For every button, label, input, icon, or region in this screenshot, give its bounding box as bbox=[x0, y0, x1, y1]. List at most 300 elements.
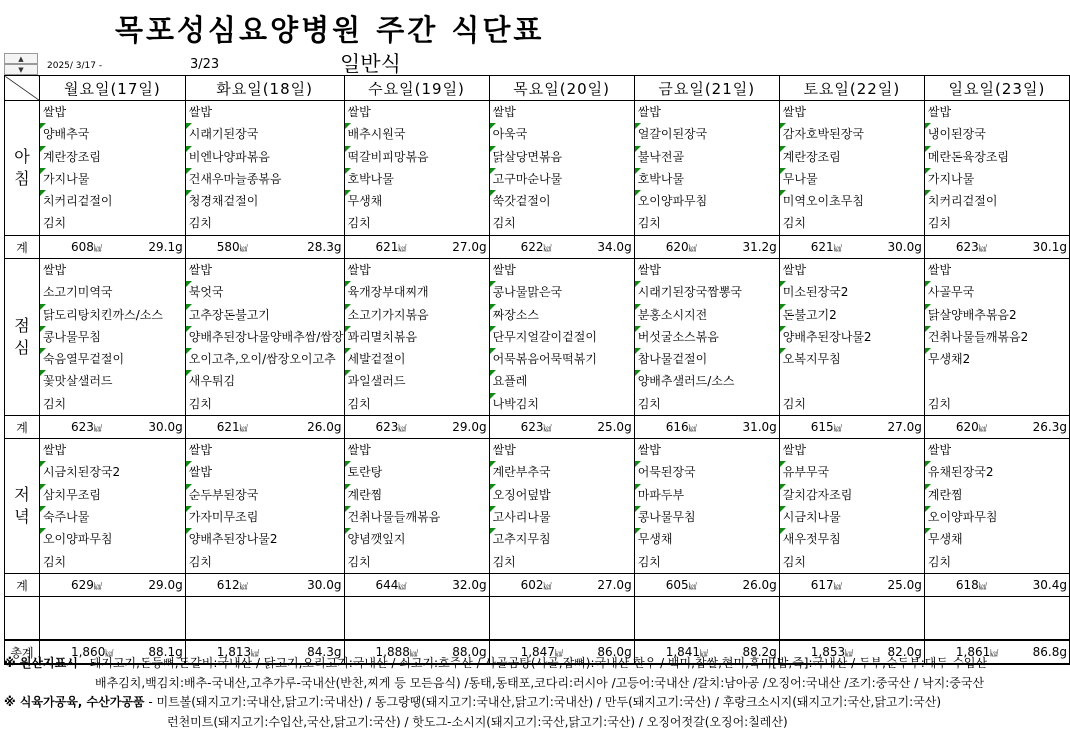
kcal-value bbox=[638, 240, 697, 254]
nutrition-values bbox=[925, 578, 1069, 592]
menu-item: 참나물겉절이 bbox=[635, 348, 779, 370]
nutrition-sum-cell bbox=[39, 416, 185, 439]
protein-grams: 88.2g bbox=[742, 645, 777, 660]
menu-item: 김치 bbox=[927, 396, 952, 411]
origin-notes-line-1 bbox=[4, 654, 987, 674]
menu-item: 감자호박된장국 bbox=[780, 123, 924, 145]
menu-item: 오이양파무침 bbox=[635, 190, 779, 212]
kcal-value bbox=[43, 420, 102, 434]
kcal-number: 620 bbox=[955, 420, 979, 435]
menu-item: 과일샐러드 bbox=[345, 370, 489, 392]
menu-item: 쌀밥 bbox=[637, 443, 661, 458]
nutrition-sum-cell bbox=[634, 574, 779, 597]
menu-item: 무생채2 bbox=[925, 348, 1069, 370]
kcal-unit: ㎉ bbox=[251, 649, 260, 659]
protein-grams: 28.3g bbox=[307, 240, 342, 254]
nutrition-sum-cell bbox=[924, 574, 1069, 597]
meal-name-cell bbox=[5, 101, 40, 236]
date-spinner-down-button[interactable] bbox=[4, 64, 38, 75]
menu-item: 무생채 bbox=[925, 528, 1069, 550]
menu-item: 시래기된장국 bbox=[186, 123, 344, 145]
protein-grams: 27.0g bbox=[597, 578, 632, 593]
nutrition-values bbox=[490, 420, 634, 434]
nutrition-sum-cell bbox=[185, 416, 344, 439]
nutrition-sum-cell bbox=[39, 574, 185, 597]
protein-grams: 88.0g bbox=[452, 645, 487, 660]
menu-item: 양배추국 bbox=[40, 123, 185, 145]
menu-item: 분홍소시지전 bbox=[635, 304, 779, 326]
kcal-number: 623 bbox=[955, 240, 979, 254]
menu-item: 호박나물 bbox=[635, 168, 779, 190]
kcal-number: 615 bbox=[810, 420, 834, 435]
menu-item: 가지나물 bbox=[925, 168, 1069, 190]
kcal-number: 644 bbox=[375, 578, 399, 593]
menu-item: 계란찜 bbox=[345, 484, 489, 506]
protein-grams: 84.3g bbox=[307, 645, 342, 660]
nutrition-values bbox=[40, 578, 185, 592]
meal-menu-cell bbox=[634, 101, 779, 236]
origin-label: ※ 원산지표시 bbox=[4, 656, 78, 670]
protein-grams: 25.0g bbox=[887, 578, 922, 593]
meal-row bbox=[5, 101, 1070, 236]
menu-item: 계란찜 bbox=[925, 484, 1069, 506]
protein-grams: 30.0g bbox=[307, 578, 342, 593]
menu-item: 순두부된장국 bbox=[186, 484, 344, 506]
kcal-number: 623 bbox=[375, 420, 399, 435]
menu-item: 건취나물들깨볶음2 bbox=[925, 326, 1069, 348]
kcal-number: 1,847 bbox=[520, 645, 555, 660]
menu-item: 시금치된장국2 bbox=[40, 461, 185, 483]
kcal-unit: ㎉ bbox=[700, 649, 709, 659]
menu-item: 쌀밥 bbox=[347, 263, 371, 277]
kcal-unit: ㎉ bbox=[105, 649, 114, 659]
meal-sum-row bbox=[5, 416, 1070, 439]
kcal-number: 612 bbox=[216, 578, 240, 593]
nutrition-values bbox=[780, 240, 924, 254]
kcal-unit: ㎉ bbox=[554, 649, 563, 659]
protein-grams: 82.0g bbox=[887, 645, 922, 660]
meal-menu-cell bbox=[634, 259, 779, 416]
nutrition-sum-cell bbox=[489, 236, 634, 259]
protein-grams: 29.1g bbox=[148, 240, 183, 254]
kcal-unit: ㎉ bbox=[978, 244, 987, 253]
protein-grams: 26.0g bbox=[742, 578, 777, 593]
processed-label: ※ 식육가공육, 수산가공품 bbox=[4, 695, 145, 709]
menu-item: 쌀밥 bbox=[492, 263, 516, 277]
day-header: 월요일(17일) bbox=[39, 76, 185, 101]
meal-menu-cell bbox=[634, 439, 779, 574]
menu-item: 치커리겉절이 bbox=[925, 190, 1069, 212]
menu-item: 김치 bbox=[42, 554, 67, 569]
day-header: 목요일(20일) bbox=[489, 76, 634, 101]
menu-item: 돈불고기2 bbox=[780, 304, 924, 326]
arrow-up-icon: ▲ bbox=[18, 55, 24, 63]
menu-item: 토란탕 bbox=[345, 461, 489, 483]
kcal-number: 1,888 bbox=[375, 645, 410, 660]
kcal-number: 1,853 bbox=[810, 645, 846, 660]
meal-menu-cell bbox=[779, 101, 924, 236]
protein-grams: 86.0g bbox=[597, 645, 632, 660]
menu-item: 양배추된장나물2 bbox=[186, 528, 344, 550]
kcal-number: 618 bbox=[955, 578, 979, 593]
kcal-unit: ㎉ bbox=[543, 244, 552, 253]
menu-item: 아욱국 bbox=[490, 123, 634, 145]
protein-grams: 30.4g bbox=[1032, 578, 1067, 593]
protein-grams: 31.2g bbox=[742, 240, 777, 254]
menu-item: 김치 bbox=[42, 216, 67, 231]
protein-grams: 30.1g bbox=[1032, 240, 1067, 254]
menu-item: 닭살당면볶음 bbox=[490, 146, 634, 168]
kcal-number: 621 bbox=[810, 240, 834, 254]
menu-item: 시금치나물 bbox=[780, 506, 924, 528]
kcal-unit: ㎉ bbox=[409, 649, 418, 659]
protein-grams: 30.0g bbox=[148, 420, 183, 435]
protein-grams: 27.0g bbox=[887, 420, 922, 435]
menu-item: 치커리겉절이 bbox=[40, 190, 185, 212]
kcal-unit: ㎉ bbox=[239, 424, 248, 434]
menu-item: 김치 bbox=[492, 216, 516, 231]
nutrition-sum-cell bbox=[185, 236, 344, 259]
menu-item: 숙음열무겉절이 bbox=[40, 348, 185, 370]
menu-item: 김치 bbox=[347, 216, 371, 231]
date-range-end: 3/23 bbox=[190, 57, 220, 72]
kcal-unit: ㎉ bbox=[93, 244, 102, 253]
menu-item: 쌀밥 bbox=[782, 105, 806, 119]
menu-item: 김치 bbox=[637, 396, 661, 411]
kcal-number: 621 bbox=[375, 240, 399, 254]
menu-item bbox=[780, 370, 924, 392]
kcal-value bbox=[783, 578, 842, 592]
kcal-number: 622 bbox=[520, 240, 544, 254]
menu-item: 오이양파무침 bbox=[925, 506, 1069, 528]
kcal-value bbox=[928, 578, 987, 592]
menu-item: 오이양파무침 bbox=[40, 528, 185, 550]
nutrition-values bbox=[40, 420, 185, 434]
kcal-value bbox=[189, 578, 248, 592]
meal-menu-cell bbox=[779, 259, 924, 416]
day-header-row bbox=[5, 76, 1070, 101]
kcal-number: 617 bbox=[810, 578, 834, 593]
protein-grams: 88.1g bbox=[148, 645, 183, 660]
menu-item: 김치 bbox=[188, 216, 212, 231]
kcal-value bbox=[189, 240, 248, 254]
nutrition-values bbox=[925, 420, 1069, 434]
meal-menu-cell bbox=[489, 259, 634, 416]
nutrition-sum-cell bbox=[924, 416, 1069, 439]
empty-cell bbox=[779, 597, 924, 641]
menu-item: 고사리나물 bbox=[490, 506, 634, 528]
protein-grams: 31.0g bbox=[742, 420, 777, 435]
kcal-number: 608 bbox=[70, 240, 94, 254]
menu-item: 꽈리멸치볶음 bbox=[345, 326, 489, 348]
kcal-value bbox=[348, 240, 407, 254]
meal-menu-cell bbox=[924, 101, 1069, 236]
meal-menu-cell bbox=[185, 259, 344, 416]
menu-item: 쌀밥 bbox=[188, 263, 212, 277]
meal-menu-cell bbox=[39, 259, 185, 416]
menu-item: 가지나물 bbox=[40, 168, 185, 190]
protein-grams: 34.0g bbox=[597, 240, 632, 254]
protein-grams: 25.0g bbox=[597, 420, 632, 435]
menu-item: 삼치무조림 bbox=[40, 484, 185, 506]
meal-name-line: 심 bbox=[14, 338, 30, 358]
nutrition-values bbox=[490, 240, 634, 254]
total-label: 총계 bbox=[5, 640, 40, 664]
menu-item: 배추시원국 bbox=[345, 123, 489, 145]
meal-menu-cell bbox=[39, 101, 185, 236]
menu-item: 쌀밥 bbox=[637, 105, 661, 119]
menu-item: 메란돈육장조림 bbox=[925, 146, 1069, 168]
nutrition-sum-cell bbox=[489, 416, 634, 439]
menu-item: 쌀밥 bbox=[347, 105, 371, 119]
meal-menu-cell bbox=[924, 259, 1069, 416]
menu-item: 양배추샐러드/소스 bbox=[635, 370, 779, 392]
menu-item: 쌀밥 bbox=[347, 443, 371, 458]
menu-item: 세발겉절이 bbox=[345, 348, 489, 370]
menu-item: 고구마순나물 bbox=[490, 168, 634, 190]
kcal-number: 620 bbox=[665, 240, 689, 254]
menu-item: 호박나물 bbox=[345, 168, 489, 190]
menu-item: 양배추된장나물양배추쌈/쌈장 bbox=[186, 326, 344, 348]
day-header: 수요일(19일) bbox=[344, 76, 489, 101]
kcal-unit: ㎉ bbox=[239, 582, 248, 592]
meal-sum-row bbox=[5, 574, 1070, 597]
sum-label: 계 bbox=[5, 416, 40, 439]
kcal-value bbox=[348, 578, 407, 592]
kcal-value bbox=[783, 420, 842, 434]
kcal-value bbox=[493, 420, 552, 434]
menu-item: 쌀밥 bbox=[492, 443, 516, 458]
kcal-unit: ㎉ bbox=[833, 244, 842, 253]
page-title: 목포성심요양병원 주간 식단표 bbox=[115, 13, 545, 47]
kcal-number: 1,813 bbox=[216, 645, 252, 660]
kcal-number: 623 bbox=[520, 420, 544, 435]
menu-item: 숙주나물 bbox=[40, 506, 185, 528]
meal-row bbox=[5, 439, 1070, 574]
menu-item: 버섯굴소스볶음 bbox=[635, 326, 779, 348]
protein-grams: 26.3g bbox=[1032, 420, 1067, 435]
kcal-unit: ㎉ bbox=[398, 424, 407, 434]
menu-item: 쌀밥 bbox=[188, 443, 212, 458]
meal-menu-cell bbox=[779, 439, 924, 574]
kcal-value bbox=[189, 420, 248, 434]
menu-item: 무생채 bbox=[635, 528, 779, 550]
menu-item: 새우튀김 bbox=[186, 370, 344, 392]
menu-item: 어묵된장국 bbox=[635, 461, 779, 483]
date-spinner-up-button[interactable] bbox=[4, 53, 38, 64]
kcal-value bbox=[638, 420, 697, 434]
menu-item: 짜장소스 bbox=[490, 304, 634, 326]
menu-item: 단무지얼갈이겉절이 bbox=[490, 326, 634, 348]
menu-item: 쌀밥 bbox=[42, 443, 67, 458]
empty-row bbox=[5, 597, 1070, 641]
menu-item: 쑥갓겉절이 bbox=[490, 190, 634, 212]
nutrition-values bbox=[490, 578, 634, 592]
kcal-value bbox=[43, 578, 102, 592]
menu-item: 양념깻잎지 bbox=[345, 528, 489, 550]
origin-notes bbox=[4, 654, 987, 732]
menu-item: 쌀밥 bbox=[927, 443, 952, 458]
meal-name-cell bbox=[5, 259, 40, 416]
nutrition-sum-cell bbox=[344, 416, 489, 439]
menu-item: 떡갈비피망볶음 bbox=[345, 146, 489, 168]
kcal-number: 605 bbox=[665, 578, 689, 593]
kcal-number: 629 bbox=[70, 578, 94, 593]
menu-item: 시래기된장국짬뽕국 bbox=[635, 281, 779, 303]
nutrition-values bbox=[345, 420, 489, 434]
menu-item: 무나물 bbox=[780, 168, 924, 190]
empty-cell bbox=[185, 597, 344, 641]
kcal-unit: ㎉ bbox=[978, 424, 987, 434]
meal-name-cell bbox=[5, 439, 40, 574]
menu-item: 계란장조림 bbox=[40, 146, 185, 168]
kcal-unit: ㎉ bbox=[543, 582, 552, 592]
nutrition-sum-cell bbox=[779, 416, 924, 439]
menu-item: 쌀밥 bbox=[927, 263, 952, 277]
kcal-number: 1,860 bbox=[70, 645, 106, 660]
processed-text-1: - 미트볼(돼지고기:국내산,닭고기:국내산) / 동그랑땡(돼지고기:국내산,닭고기:국내산) / 만두(돼지고기:국산) / 후랑크소시지(돼지고기:국산,닭고기:국산) bbox=[144, 695, 942, 709]
kcal-number: 621 bbox=[216, 420, 240, 435]
menu-item: 김치 bbox=[927, 216, 952, 231]
nutrition-sum-cell bbox=[779, 574, 924, 597]
nutrition-sum-cell bbox=[489, 574, 634, 597]
kcal-value bbox=[348, 420, 407, 434]
meal-name-line: 녁 bbox=[14, 507, 30, 527]
menu-item: 쌀밥 bbox=[42, 105, 67, 119]
menu-item: 어묵볶음어묵떡볶기 bbox=[490, 348, 634, 370]
menu-item: 고추장돈불고기 bbox=[186, 304, 344, 326]
menu-item: 쌀밥 bbox=[186, 461, 344, 483]
menu-item: 사골무국 bbox=[925, 281, 1069, 303]
nutrition-sum-cell bbox=[185, 574, 344, 597]
nutrition-values bbox=[345, 578, 489, 592]
kcal-value bbox=[493, 578, 552, 592]
meal-row bbox=[5, 259, 1070, 416]
meal-menu-cell bbox=[489, 439, 634, 574]
menu-item: 얼갈이된장국 bbox=[635, 123, 779, 145]
nutrition-values bbox=[635, 578, 779, 592]
menu-item: 닭도리탕치킨까스/소스 bbox=[40, 304, 185, 326]
menu-item: 닭살양배추볶음2 bbox=[925, 304, 1069, 326]
menu-item: 김치 bbox=[188, 554, 212, 569]
kcal-value bbox=[43, 240, 102, 254]
kcal-unit: ㎉ bbox=[688, 582, 697, 592]
nutrition-values bbox=[186, 240, 344, 254]
menu-item: 쌀밥 bbox=[927, 105, 952, 119]
kcal-unit: ㎉ bbox=[978, 582, 987, 592]
kcal-number: 616 bbox=[665, 420, 689, 435]
menu-item: 고추지무침 bbox=[490, 528, 634, 550]
menu-item: 북엇국 bbox=[186, 281, 344, 303]
meal-menu-cell bbox=[344, 101, 489, 236]
nutrition-sum-cell bbox=[634, 236, 779, 259]
menu-item: 새우젓무침 bbox=[780, 528, 924, 550]
nutrition-values bbox=[186, 420, 344, 434]
menu-item: 쌀밥 bbox=[782, 263, 806, 277]
kcal-number: 623 bbox=[70, 420, 94, 435]
menu-item: 김치 bbox=[347, 554, 371, 569]
menu-item: 김치 bbox=[782, 396, 806, 411]
corner-diagonal-cell bbox=[5, 76, 40, 101]
menu-item: 계란부추국 bbox=[490, 461, 634, 483]
meal-menu-cell bbox=[185, 439, 344, 574]
menu-item: 콩나물무침 bbox=[40, 326, 185, 348]
date-range-start: 2025/ 3/17 - bbox=[47, 61, 103, 71]
kcal-unit: ㎉ bbox=[688, 424, 697, 434]
processed-notes-line-1 bbox=[4, 693, 987, 713]
menu-item: 소고기가지볶음 bbox=[345, 304, 489, 326]
menu-item: 건취나물들깨볶음 bbox=[345, 506, 489, 528]
menu-item: 쌀밥 bbox=[42, 263, 67, 277]
menu-item: 쌀밥 bbox=[637, 263, 661, 277]
protein-grams: 29.0g bbox=[452, 420, 487, 435]
empty-cell bbox=[634, 597, 779, 641]
menu-item: 요플레 bbox=[490, 370, 634, 392]
menu-item: 김치 bbox=[927, 554, 952, 569]
menu-item: 무생채 bbox=[345, 190, 489, 212]
menu-item: 콩나물맑은국 bbox=[490, 281, 634, 303]
kcal-number: 602 bbox=[520, 578, 544, 593]
menu-item: 건새우마늘종볶음 bbox=[186, 168, 344, 190]
kcal-unit: ㎉ bbox=[239, 244, 248, 253]
menu-item: 불낙전골 bbox=[635, 146, 779, 168]
nutrition-sum-cell bbox=[344, 574, 489, 597]
meal-sum-row bbox=[5, 236, 1070, 259]
nutrition-values bbox=[635, 240, 779, 254]
menu-item: 쌀밥 bbox=[492, 105, 516, 119]
empty-cell bbox=[489, 597, 634, 641]
menu-item: 육개장부대찌개 bbox=[345, 281, 489, 303]
menu-item: 냉이된장국 bbox=[925, 123, 1069, 145]
protein-grams: 29.0g bbox=[148, 578, 183, 593]
menu-item: 김치 bbox=[42, 396, 67, 411]
menu-item: 김치 bbox=[492, 554, 516, 569]
kcal-unit: ㎉ bbox=[845, 649, 854, 659]
menu-item: 갈치감자조림 bbox=[780, 484, 924, 506]
menu-item: 김치 bbox=[782, 216, 806, 231]
arrow-down-icon: ▼ bbox=[18, 66, 24, 74]
sum-label: 계 bbox=[5, 236, 40, 259]
empty-cell bbox=[5, 597, 40, 641]
nutrition-values bbox=[345, 240, 489, 254]
meal-name-line: 저 bbox=[14, 485, 30, 505]
nutrition-values bbox=[780, 578, 924, 592]
nutrition-values bbox=[40, 240, 185, 254]
meal-menu-cell bbox=[344, 259, 489, 416]
origin-text-2: 배추김치,백김치:배추-국내산,고추가루-국내산(반찬,찌게 등 모든음식) /동태,동태포,코다리:러시아 /고등어:국내산 /갈치:남아공 /오징어:국내산 /조기:중국산 / 낙지:중국산 bbox=[95, 675, 985, 690]
day-header: 토요일(22일) bbox=[779, 76, 924, 101]
menu-item: 마파두부 bbox=[635, 484, 779, 506]
kcal-unit: ㎉ bbox=[398, 244, 407, 253]
weekly-menu-table bbox=[4, 75, 1070, 665]
menu-item: 소고기미역국 bbox=[42, 285, 113, 300]
kcal-unit: ㎉ bbox=[93, 582, 102, 592]
kcal-unit: ㎉ bbox=[93, 424, 102, 434]
menu-item: 비엔나양파볶음 bbox=[186, 146, 344, 168]
menu-item bbox=[925, 370, 1069, 392]
meal-menu-cell bbox=[344, 439, 489, 574]
empty-cell bbox=[924, 597, 1069, 641]
sum-label: 계 bbox=[5, 574, 40, 597]
kcal-unit: ㎉ bbox=[398, 582, 407, 592]
kcal-number: 1,841 bbox=[665, 645, 701, 660]
menu-item: 쌀밥 bbox=[782, 443, 806, 458]
nutrition-values bbox=[780, 420, 924, 434]
menu-item: 꽃맛살샐러드 bbox=[40, 370, 185, 392]
kcal-unit: ㎉ bbox=[688, 244, 697, 253]
protein-grams: 86.8g bbox=[1032, 645, 1067, 660]
kcal-value bbox=[638, 578, 697, 592]
